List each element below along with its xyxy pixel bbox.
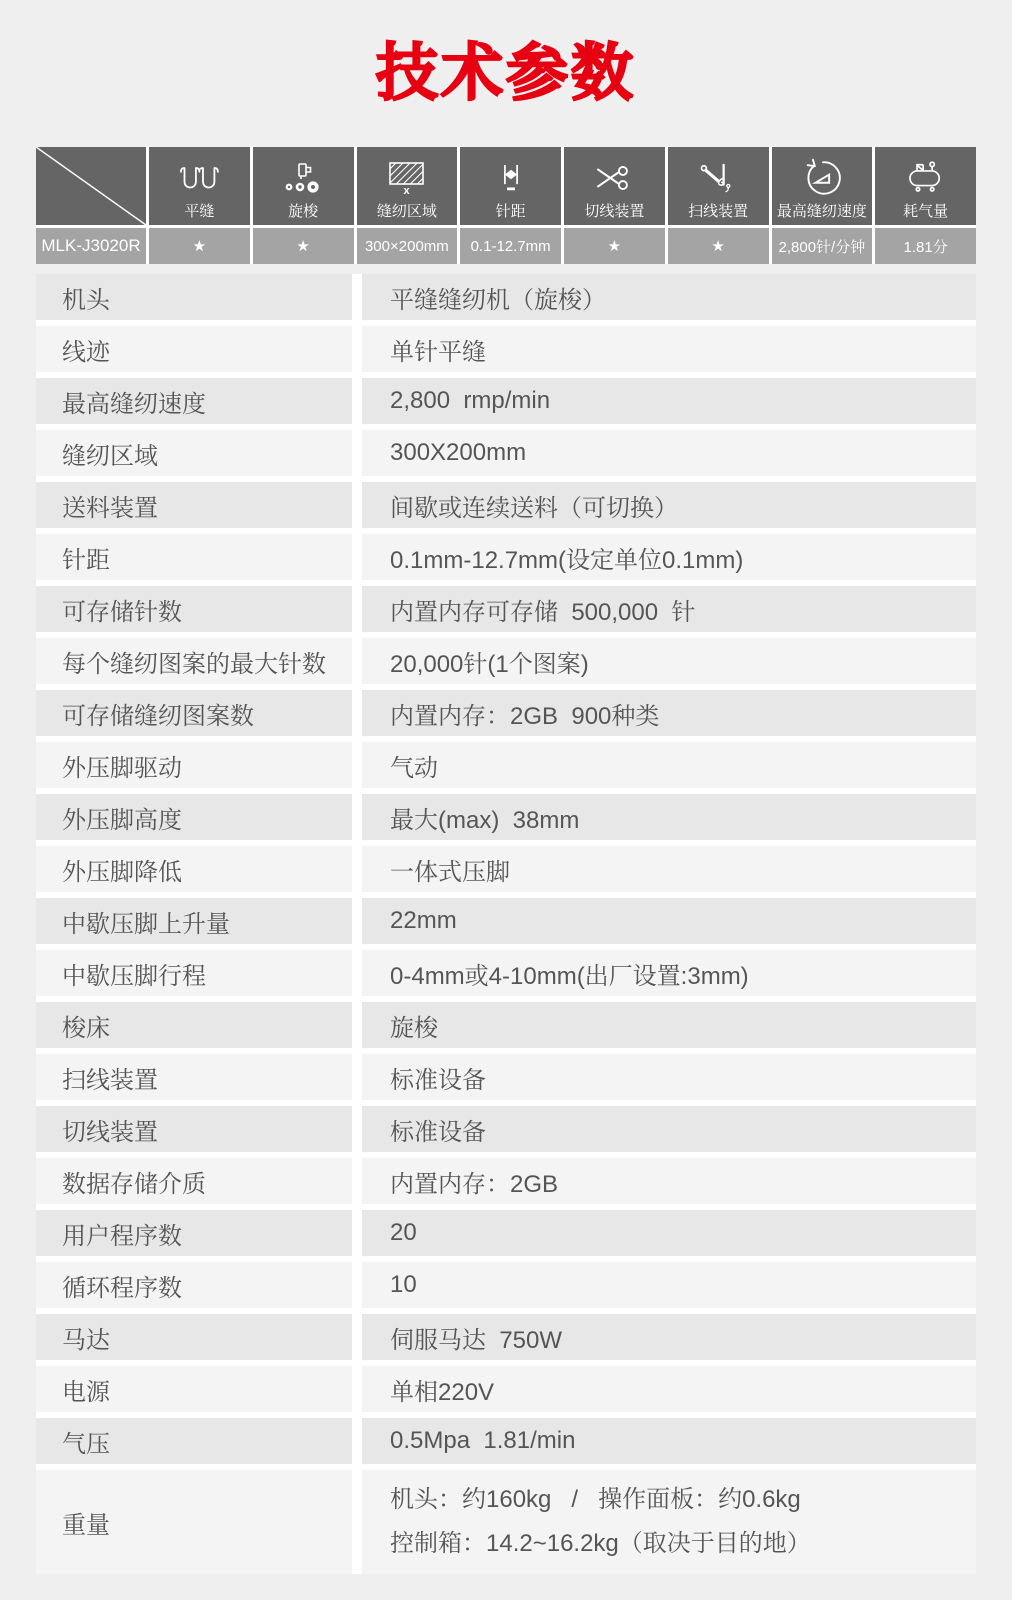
spec-value: 300X200mm bbox=[362, 430, 976, 476]
header-value-thread-wiper: ★ bbox=[668, 228, 769, 264]
spec-value: 2,800 rmp/min bbox=[362, 378, 976, 424]
header-value-thread-trimmer: ★ bbox=[564, 228, 665, 264]
header-value-rotary-hook: ★ bbox=[253, 228, 354, 264]
spec-label: 数据存储介质 bbox=[36, 1158, 352, 1204]
header-value-sewing-area: 300×200mm bbox=[357, 228, 458, 264]
spec-value: 22mm bbox=[362, 898, 976, 944]
header-col-label: 缝纫区域 bbox=[376, 203, 437, 221]
spec-value: 内置内存：2GB 900种类 bbox=[362, 690, 976, 736]
header-col-air-consumption bbox=[875, 147, 976, 225]
spec-value: 伺服马达 750W bbox=[362, 1314, 976, 1360]
spec-value: 标准设备 bbox=[362, 1054, 976, 1100]
spec-value: 气动 bbox=[362, 742, 976, 788]
rotary-hook-icon bbox=[280, 147, 326, 204]
header-col-label: 扫线装置 bbox=[688, 203, 749, 221]
spec-label: 机头 bbox=[36, 274, 352, 320]
weight-line-2: 控制箱：14.2~16.2kg（取决于目的地） bbox=[390, 1530, 811, 1558]
header-col-sewing-area bbox=[357, 147, 458, 225]
spec-label: 送料装置 bbox=[36, 482, 352, 528]
header-col-label: 针距 bbox=[495, 203, 526, 221]
spec-value: 0-4mm或4-10mm(出厂设置:3mm) bbox=[362, 950, 976, 996]
spec-label: 电源 bbox=[36, 1366, 352, 1412]
spec-label: 循环程序数 bbox=[36, 1262, 352, 1308]
spec-label: 中歇压脚上升量 bbox=[36, 898, 352, 944]
spec-label: 气压 bbox=[36, 1418, 352, 1464]
header-corner-cell bbox=[36, 147, 146, 225]
header-col-flat-seam bbox=[149, 147, 250, 225]
header-col-label: 平缝 bbox=[184, 203, 215, 221]
spec-value: 一体式压脚 bbox=[362, 846, 976, 892]
air-consumption-icon bbox=[904, 147, 948, 204]
spec-label: 缝纫区域 bbox=[36, 430, 352, 476]
flat-seam-icon bbox=[176, 147, 222, 204]
spec-value: 内置内存可存储 500,000 针 bbox=[362, 586, 976, 632]
spec-label: 扫线装置 bbox=[36, 1054, 352, 1100]
header-value-flat-seam: ★ bbox=[149, 228, 250, 264]
spec-label: 每个缝纫图案的最大针数 bbox=[36, 638, 352, 684]
feature-header-table bbox=[36, 147, 976, 264]
header-col-label: 旋梭 bbox=[288, 203, 319, 221]
header-value-stitch-pitch: 0.1-12.7mm bbox=[460, 228, 561, 264]
header-col-max-speed bbox=[772, 147, 873, 225]
header-value-air-consumption: 1.81分 bbox=[875, 228, 976, 264]
spec-value: 旋梭 bbox=[362, 1002, 976, 1048]
spec-value: 标准设备 bbox=[362, 1106, 976, 1152]
header-col-thread-trimmer bbox=[564, 147, 665, 225]
spec-label: 外压脚高度 bbox=[36, 794, 352, 840]
spec-label: 用户程序数 bbox=[36, 1210, 352, 1256]
spec-label: 外压脚降低 bbox=[36, 846, 352, 892]
spec-value: 间歇或连续送料（可切换） bbox=[362, 482, 976, 528]
header-col-label: 切线装置 bbox=[584, 203, 645, 221]
svg-text:x: x bbox=[403, 184, 410, 196]
spec-label: 马达 bbox=[36, 1314, 352, 1360]
spec-value: 0.1mm-12.7mm(设定单位0.1mm) bbox=[362, 534, 976, 580]
spec-value: 20,000针(1个图案) bbox=[362, 638, 976, 684]
spec-label: 中歇压脚行程 bbox=[36, 950, 352, 996]
spec-label: 外压脚驱动 bbox=[36, 742, 352, 788]
header-value-max-speed: 2,800针/分钟 bbox=[772, 228, 873, 264]
header-col-rotary-hook bbox=[253, 147, 354, 225]
spec-value-weight bbox=[362, 1470, 976, 1574]
spec-label: 重量 bbox=[36, 1470, 352, 1574]
spec-value: 平缝缝纫机（旋梭） bbox=[362, 274, 976, 320]
spec-label: 可存储缝纫图案数 bbox=[36, 690, 352, 736]
spec-value: 最大(max) 38mm bbox=[362, 794, 976, 840]
stitch-pitch-icon bbox=[491, 147, 531, 204]
diagonal-line bbox=[36, 147, 146, 225]
weight-line-1: 机头：约160kg / 操作面板：约0.6kg bbox=[390, 1485, 801, 1513]
spec-label: 梭床 bbox=[36, 1002, 352, 1048]
thread-wiper-icon bbox=[696, 147, 740, 204]
spec-label: 线迹 bbox=[36, 326, 352, 372]
header-col-label: 最高缝纫速度 bbox=[776, 203, 867, 221]
spec-table bbox=[36, 274, 976, 1574]
spec-value: 单相220V bbox=[362, 1366, 976, 1412]
header-col-label: 耗气量 bbox=[903, 203, 949, 221]
spec-value: 单针平缝 bbox=[362, 326, 976, 372]
spec-label: 针距 bbox=[36, 534, 352, 580]
spec-value: 20 bbox=[362, 1210, 976, 1256]
thread-trimmer-icon bbox=[592, 147, 636, 204]
model-name: MLK-J3020R bbox=[36, 228, 146, 264]
spec-value: 0.5Mpa 1.81/min bbox=[362, 1418, 976, 1464]
spec-value: 内置内存：2GB bbox=[362, 1158, 976, 1204]
spec-label: 最高缝纫速度 bbox=[36, 378, 352, 424]
spec-value: 10 bbox=[362, 1262, 976, 1308]
sewing-area-icon bbox=[384, 147, 430, 204]
header-col-stitch-pitch bbox=[460, 147, 561, 225]
max-speed-icon bbox=[802, 147, 842, 204]
page-title: 技术参数 bbox=[375, 39, 636, 108]
header-col-thread-wiper bbox=[668, 147, 769, 225]
spec-label: 切线装置 bbox=[36, 1106, 352, 1152]
spec-label: 可存储针数 bbox=[36, 586, 352, 632]
